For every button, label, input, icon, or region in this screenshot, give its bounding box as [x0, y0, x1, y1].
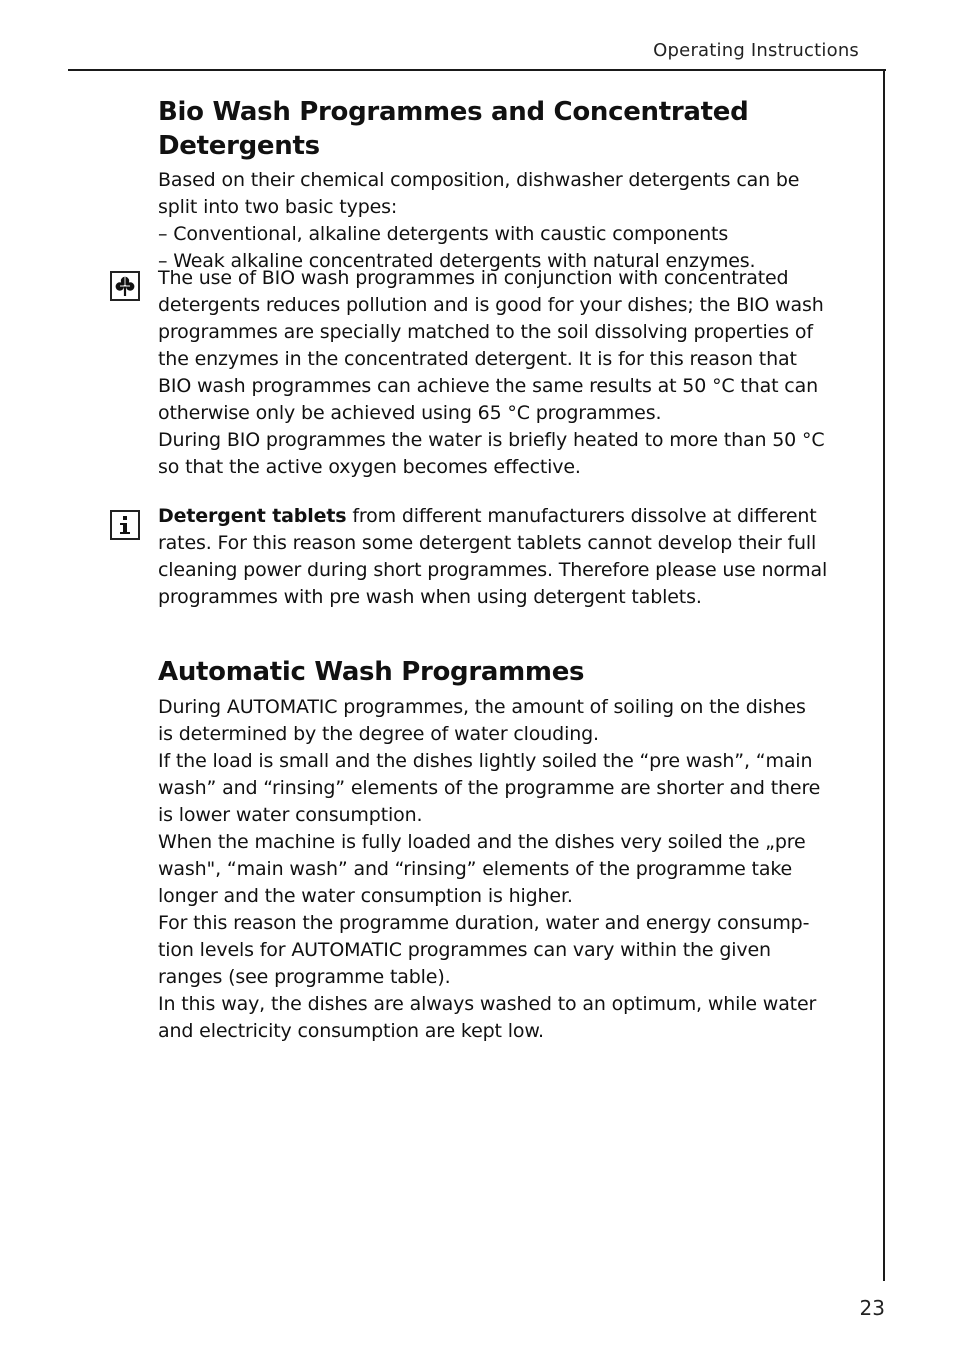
- auto-body-line: is lower water consumption.: [158, 804, 423, 826]
- environment-note-line: programmes are specially matched to the soil dissolving properties of: [158, 321, 813, 343]
- auto-body-line: When the machine is fully loaded and the dishes very soiled the „pre: [158, 831, 806, 853]
- header-rule: [68, 69, 886, 71]
- auto-section: [158, 655, 858, 1045]
- bio-intro-line: Based on their chemical composition, dishwasher detergents can be: [158, 169, 800, 191]
- info-note-line: rates. For this reason some detergent tablets cannot develop their full: [158, 532, 817, 554]
- environment-note-line: detergents reduces pollution and is good for your dishes; the BIO wash: [158, 294, 824, 316]
- environment-note-line: so that the active oxygen becomes effective.: [158, 456, 581, 478]
- info-note-line: [158, 503, 858, 530]
- bio-intro-line: split into two basic types:: [158, 196, 398, 218]
- environment-note-line: During BIO programmes the water is briefly heated to more than 50 °C: [158, 429, 825, 451]
- environment-note-line: otherwise only be achieved using 65 °C programmes.: [158, 402, 662, 424]
- auto-body-line: is determined by the degree of water clouding.: [158, 723, 599, 745]
- environment-note-line: BIO wash programmes can achieve the same results at 50 °C that can: [158, 375, 818, 397]
- info-note-bold: Detergent tablets: [158, 505, 347, 527]
- auto-body-line: longer and the water consumption is higher.: [158, 885, 573, 907]
- info-icon: [110, 510, 140, 540]
- auto-body-line: ranges (see programme table).: [158, 966, 451, 988]
- clover-icon: [110, 271, 140, 301]
- auto-body-line: If the load is small and the dishes lightly soiled the “pre wash”, “main: [158, 750, 813, 772]
- page-number: 23: [859, 1296, 885, 1320]
- info-note-line: cleaning power during short programmes. Therefore please use normal: [158, 559, 828, 581]
- auto-body: [158, 694, 858, 1045]
- auto-body-line: tion levels for AUTOMATIC programmes can vary within the given: [158, 939, 771, 961]
- auto-body-line: During AUTOMATIC programmes, the amount of soiling on the dishes: [158, 696, 806, 718]
- auto-body-line: wash” and “rinsing” elements of the programme are shorter and there: [158, 777, 821, 799]
- auto-body-line: and electricity consumption are kept low.: [158, 1020, 544, 1042]
- environment-note-line: the enzymes in the concentrated detergent. It is for this reason that: [158, 348, 797, 370]
- bio-intro: [158, 167, 858, 275]
- info-note: [158, 503, 858, 611]
- bio-section: [158, 95, 858, 275]
- info-note-line: programmes with pre wash when using detergent tablets.: [158, 586, 702, 608]
- auto-body-line: For this reason the programme duration, water and energy consump-: [158, 912, 810, 934]
- info-note-first-rest: from different manufacturers dissolve at different: [346, 505, 817, 527]
- auto-body-line: In this way, the dishes are always washed to an optimum, while water: [158, 993, 817, 1015]
- running-header: Operating Instructions: [653, 40, 859, 61]
- bio-intro-line: – Weak alkaline concentrated detergents with natural enzymes.: [158, 250, 756, 272]
- environment-note-line: The use of BIO wash programmes in conjunction with concentrated: [158, 267, 789, 289]
- bio-section-heading: Bio Wash Programmes and Concentrated Detergents: [158, 97, 749, 161]
- bio-intro-line: – Conventional, alkaline detergents with caustic components: [158, 223, 729, 245]
- environment-note: [158, 265, 858, 481]
- auto-section-heading: Automatic Wash Programmes: [158, 657, 585, 687]
- margin-rule: [883, 69, 885, 1281]
- auto-body-line: wash", “main wash” and “rinsing” elements of the programme take: [158, 858, 793, 880]
